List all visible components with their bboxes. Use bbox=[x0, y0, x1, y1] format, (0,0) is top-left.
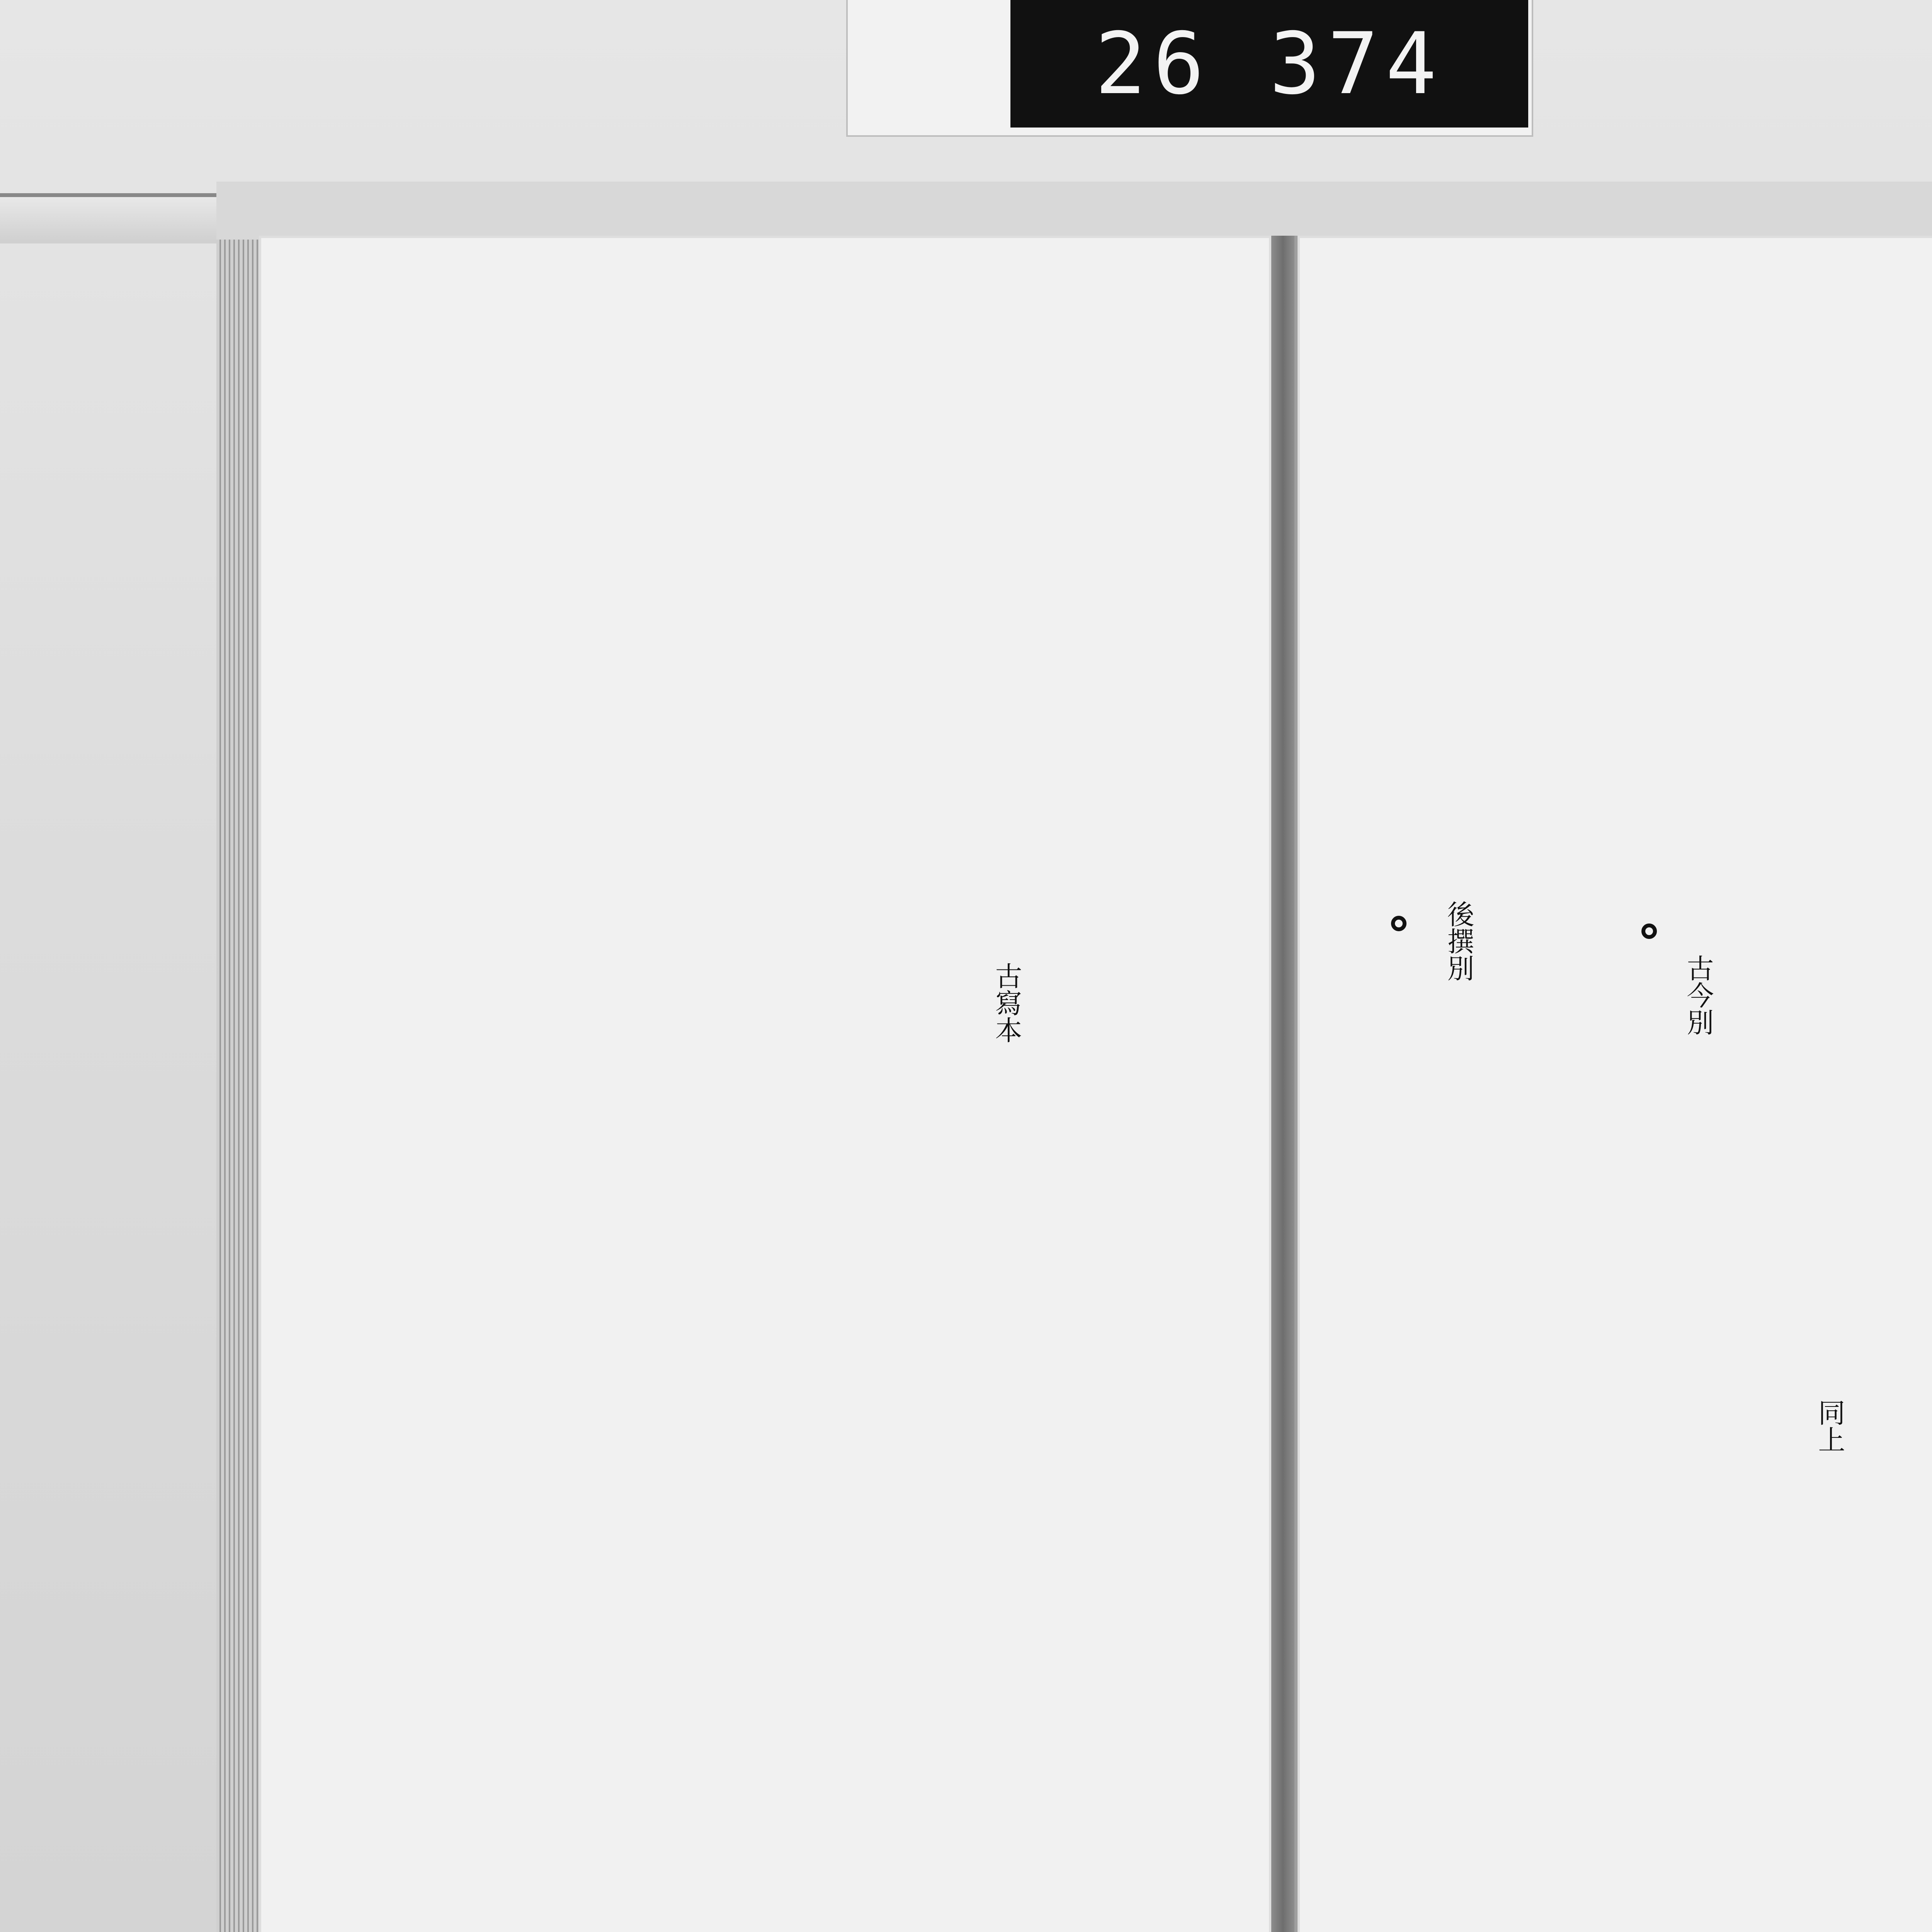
annotation-koshahon: 古寫本 bbox=[991, 962, 1022, 1043]
left-page-stack bbox=[216, 240, 263, 1932]
annotation-gosen-betsu: 後撰別 bbox=[1443, 900, 1475, 981]
book-gutter bbox=[1271, 236, 1294, 1932]
open-book bbox=[216, 182, 1932, 1932]
annotation-kokin-betsu: 古今別 bbox=[1682, 954, 1714, 1036]
left-bullet bbox=[1391, 916, 1406, 931]
right-bullet bbox=[1641, 923, 1657, 939]
annotation-same-above: 同上 bbox=[1814, 1399, 1845, 1453]
left-page bbox=[259, 236, 1274, 1932]
right-page bbox=[1294, 236, 1932, 1932]
frame-label: 26 374 bbox=[1010, 0, 1528, 128]
